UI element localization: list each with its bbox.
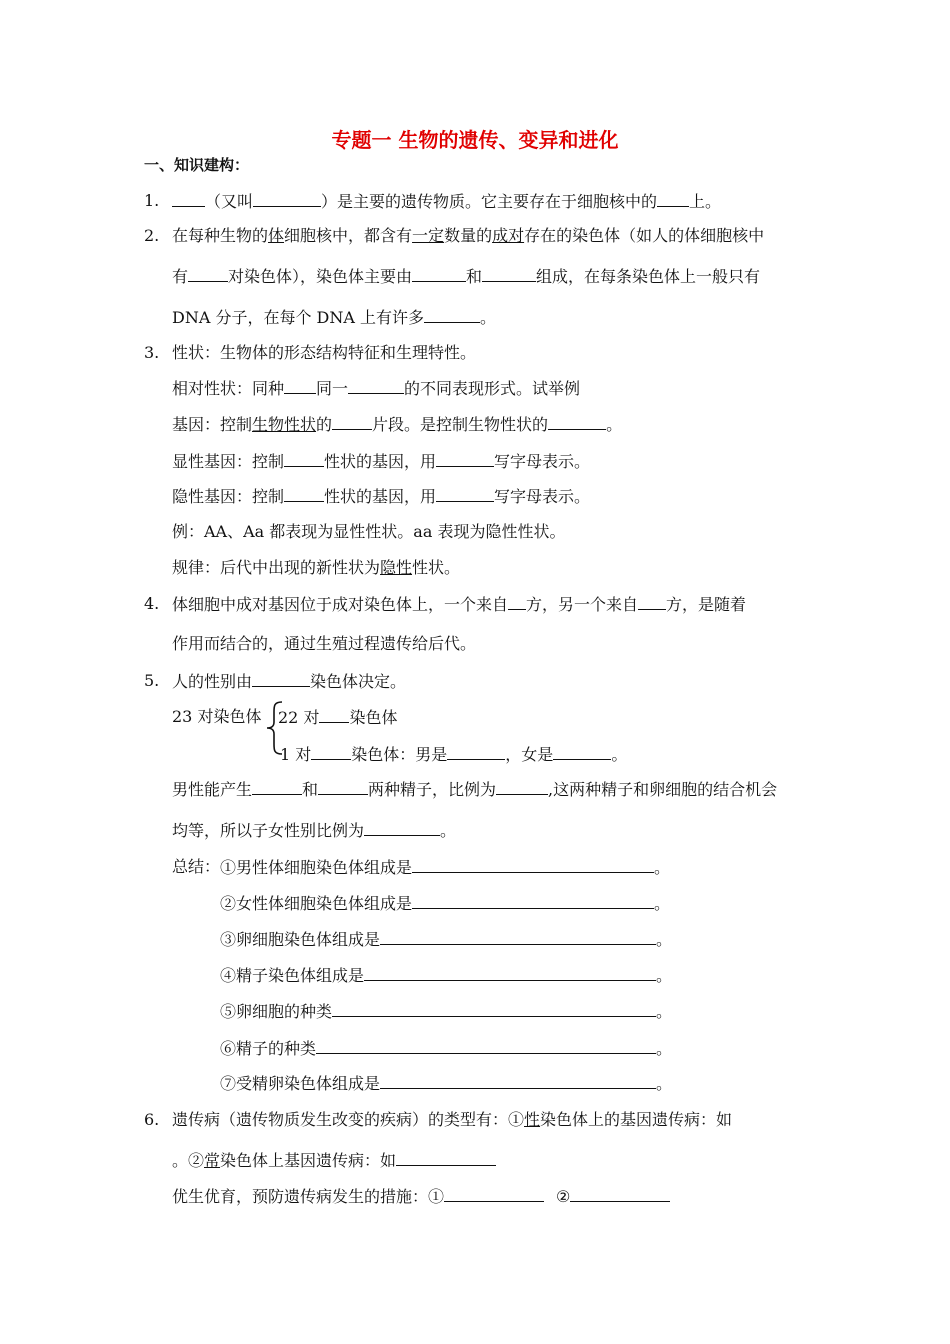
autosome-line: 22 对 染色体 [278, 708, 398, 727]
item-3-heading: 性状：生物体的形态结构特征和生理特性。 [172, 343, 477, 362]
answer-blank[interactable] [424, 307, 480, 323]
item-2-line-1: 在每种生物的体细胞核中，都含有一定数量的成对存在的染色体（如人的体细胞核中 [172, 226, 765, 245]
item-5-line-1: 人的性别由 染色体决定。 [172, 672, 407, 691]
summary-item-3: ③卵细胞染色体组成是 。 [220, 930, 673, 949]
answer-blank[interactable] [348, 378, 404, 394]
summary-item-6: ⑥精子的种类 。 [220, 1039, 673, 1058]
answer-blank[interactable] [316, 1038, 656, 1054]
summary-item-2: ②女性体细胞染色体组成是 。 [220, 894, 671, 913]
answer-blank[interactable] [412, 266, 466, 282]
answer-blank[interactable] [553, 744, 611, 760]
answer-blank[interactable] [284, 451, 324, 467]
page-title: 专题一 生物的遗传、变异和进化 [331, 128, 619, 152]
item-2-number: 2. [144, 226, 160, 245]
item-4-line-1: 体细胞中成对基因位于成对染色体上，一个来自 方，另一个来自 方，是随着 [172, 595, 747, 614]
answer-blank[interactable] [548, 414, 606, 430]
sperm-line-1: 男性能产生 和 两种精子，比例为 ,这两种精子和卵细胞的结合机会 [172, 780, 778, 799]
answer-blank[interactable] [380, 929, 656, 945]
relative-trait-line: 相对性状：同种 同一 的不同表现形式。试举例 [172, 379, 581, 398]
recessive-gene-line: 隐性基因：控制 性状的基因，用 写字母表示。 [172, 487, 591, 506]
sperm-line-2: 均等，所以子女性别比例为 。 [172, 821, 457, 840]
item-3-number: 3. [144, 343, 160, 362]
item-6-line-1: 遗传病（遗传物质发生改变的疾病）的类型有：①性染色体上的基因遗传病：如 [172, 1110, 733, 1129]
item-2-line-2: 有 对染色体），染色体主要由 和 组成，在每条染色体上一般只有 [172, 267, 761, 286]
summary-item-7: ⑦受精卵染色体组成是 。 [220, 1074, 673, 1093]
answer-blank[interactable] [447, 744, 505, 760]
answer-blank[interactable] [436, 451, 494, 467]
item-2-line-3: DNA 分子，在每个 DNA 上有许多 。 [172, 308, 497, 327]
item-6-line-2: 。②常染色体上基因遗传病：如 [172, 1150, 496, 1171]
answer-blank[interactable] [436, 486, 494, 502]
dominant-gene-line: 显性基因：控制 性状的基因，用 写字母表示。 [172, 452, 591, 471]
summary-item-5: ⑤卵细胞的种类 。 [220, 1002, 673, 1021]
section-heading: 一、知识建构： [144, 156, 250, 174]
answer-blank[interactable] [570, 1186, 670, 1202]
answer-blank[interactable] [188, 266, 228, 282]
answer-blank[interactable] [332, 414, 372, 430]
answer-blank[interactable] [482, 266, 536, 282]
answer-blank[interactable] [444, 1186, 544, 1202]
answer-blank[interactable] [318, 779, 368, 795]
answer-blank[interactable] [412, 857, 654, 873]
answer-blank[interactable] [172, 191, 205, 207]
item-1-text: （又叫 ）是主要的遗传物质。它主要存在于细胞核中的 上。 [172, 191, 721, 212]
gene-line: 基因：控制生物性状的 片段。是控制生物性状的 。 [172, 415, 623, 434]
sex-chromosome-line: 1 对 染色体：男是 ，女是 。 [280, 745, 628, 764]
item-6-number: 6. [144, 1110, 160, 1129]
item-5-number: 5. [144, 671, 160, 690]
answer-blank[interactable] [284, 378, 316, 394]
item-4-line-2: 作用而结合的，通过生殖过程遗传给后代。 [172, 634, 477, 653]
rule-line: 规律：后代中出现的新性状为隐性性状。 [172, 558, 461, 577]
answer-blank[interactable] [412, 893, 654, 909]
answer-blank[interactable] [496, 779, 548, 795]
answer-blank[interactable] [657, 191, 689, 207]
answer-blank[interactable] [364, 820, 440, 836]
answer-blank[interactable] [332, 1001, 656, 1017]
example-line: 例：AA、Aa 都表现为显性性状。aa 表现为隐性性状。 [172, 522, 566, 541]
answer-blank[interactable] [319, 707, 349, 723]
answer-blank[interactable] [380, 1073, 656, 1089]
item-4-number: 4. [144, 594, 160, 613]
answer-blank[interactable] [508, 594, 526, 610]
summary-label: 总结： [172, 857, 221, 876]
item-6-line-3: 优生优育，预防遗传病发生的措施：① ② [172, 1186, 670, 1207]
answer-blank[interactable] [638, 594, 666, 610]
answer-blank[interactable] [252, 779, 302, 795]
summary-item-4: ④精子染色体组成是 。 [220, 966, 673, 985]
answer-blank[interactable] [252, 671, 310, 687]
summary-item-1: ①男性体细胞染色体组成是 。 [220, 858, 671, 877]
answer-blank[interactable] [253, 191, 321, 207]
item-1-number: 1. [144, 191, 160, 210]
answer-blank[interactable] [284, 486, 324, 502]
answer-blank[interactable] [311, 744, 351, 760]
answer-blank[interactable] [396, 1150, 496, 1166]
answer-blank[interactable] [364, 965, 656, 981]
pairs-label: 23 对染色体 [172, 707, 262, 726]
